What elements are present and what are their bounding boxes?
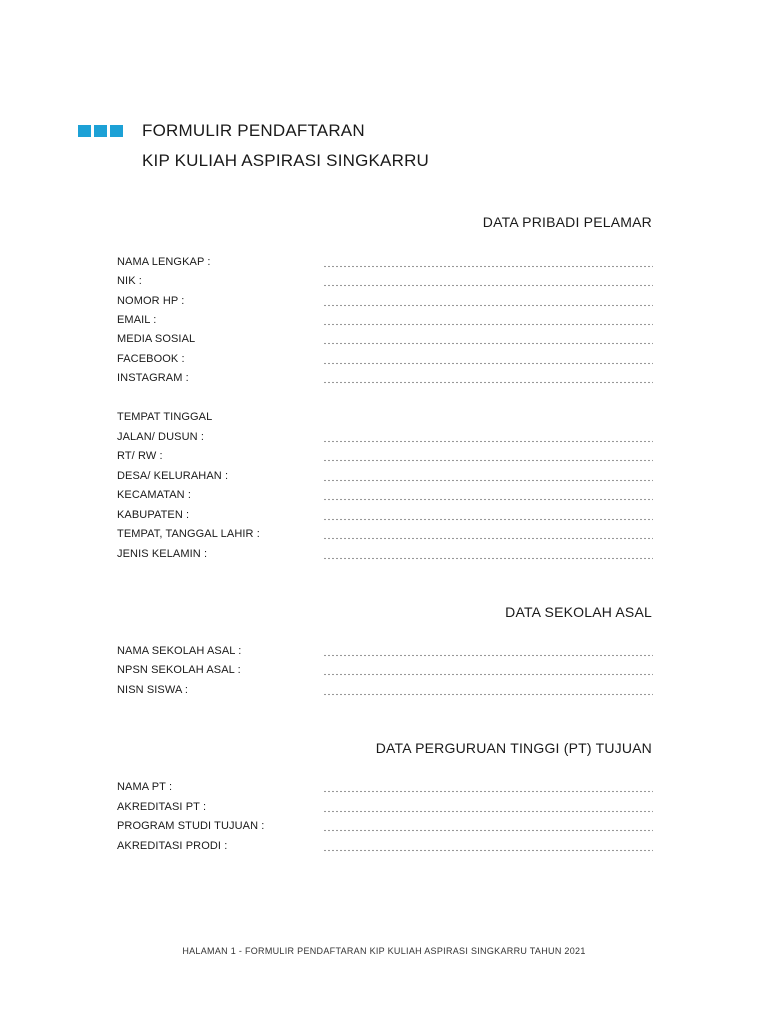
field-row <box>117 470 653 486</box>
form-title-line2: KIP KULIAH ASPIRASI SINGKARRU <box>142 151 430 170</box>
fill-line[interactable] <box>323 803 653 815</box>
page-footer: HALAMAN 1 - FORMULIR PENDAFTARAN KIP KULIAH ASPIRASI SINGKARRU TAHUN 2021 <box>182 946 586 956</box>
field-label: MEDIA SOSIAL <box>117 333 196 345</box>
fill-line[interactable] <box>323 316 653 328</box>
form-title-line1: FORMULIR PENDAFTARAN <box>142 121 365 140</box>
field-label: NAMA SEKOLAH ASAL : <box>117 645 242 657</box>
field-label: NISN SISWA : <box>117 684 189 696</box>
field-label: NOMOR HP : <box>117 295 185 307</box>
field-label: NPSN SEKOLAH ASAL : <box>117 664 241 676</box>
logo-bar <box>94 125 107 137</box>
field-row <box>117 295 653 311</box>
field-label: JALAN/ DUSUN : <box>117 431 204 443</box>
fill-line[interactable] <box>323 511 653 523</box>
field-row <box>117 664 653 680</box>
section-heading-pribadi: DATA PRIBADI PELAMAR <box>482 214 652 230</box>
field-label: NIK : <box>117 275 142 287</box>
field-label: JENIS KELAMIN : <box>117 548 208 560</box>
field-row <box>117 840 653 856</box>
section-heading-pt: DATA PERGURUAN TINGGI (PT) TUJUAN <box>375 740 652 756</box>
fill-line[interactable] <box>323 530 653 542</box>
logo-bar <box>78 125 91 137</box>
field-row <box>117 801 653 817</box>
field-label: DESA/ KELURAHAN : <box>117 470 229 482</box>
fill-line[interactable] <box>323 258 653 270</box>
fill-line[interactable] <box>323 550 653 562</box>
fill-line[interactable] <box>323 335 653 347</box>
fill-line[interactable] <box>323 842 653 854</box>
subheading-tempat-tinggal: TEMPAT TINGGAL <box>117 411 213 423</box>
section-heading-sekolah: DATA SEKOLAH ASAL <box>505 604 652 620</box>
fill-line[interactable] <box>323 647 653 659</box>
fill-line[interactable] <box>323 374 653 386</box>
field-label: AKREDITASI PT : <box>117 801 207 813</box>
fill-line[interactable] <box>323 822 653 834</box>
fill-line[interactable] <box>323 355 653 367</box>
fill-line[interactable] <box>323 666 653 678</box>
field-label: TEMPAT, TANGGAL LAHIR : <box>117 528 260 540</box>
field-label: EMAIL : <box>117 314 157 326</box>
fill-line[interactable] <box>323 491 653 503</box>
fill-line[interactable] <box>323 686 653 698</box>
fill-line[interactable] <box>323 472 653 484</box>
fill-line[interactable] <box>323 277 653 289</box>
field-row <box>117 372 653 388</box>
field-row <box>117 684 653 700</box>
field-row <box>117 450 653 466</box>
field-label: AKREDITASI PRODI : <box>117 840 228 852</box>
fill-line[interactable] <box>323 452 653 464</box>
field-row <box>117 431 653 447</box>
logo-bar <box>110 125 123 137</box>
logo-bars <box>78 125 123 137</box>
field-row <box>117 333 653 349</box>
field-row <box>117 645 653 661</box>
field-row <box>117 820 653 836</box>
field-row <box>117 548 653 564</box>
field-label: NAMA LENGKAP : <box>117 256 211 268</box>
field-label: KABUPATEN : <box>117 509 190 521</box>
field-label: INSTAGRAM : <box>117 372 189 384</box>
fill-line[interactable] <box>323 297 653 309</box>
fill-line[interactable] <box>323 783 653 795</box>
field-row <box>117 275 653 291</box>
field-row <box>117 256 653 272</box>
field-label: NAMA PT : <box>117 781 173 793</box>
field-row <box>117 528 653 544</box>
field-label: KECAMATAN : <box>117 489 192 501</box>
field-row <box>117 353 653 369</box>
field-row <box>117 489 653 505</box>
field-row <box>117 509 653 525</box>
field-row <box>117 314 653 330</box>
field-row <box>117 781 653 797</box>
field-label: PROGRAM STUDI TUJUAN : <box>117 820 265 832</box>
fill-line[interactable] <box>323 433 653 445</box>
field-label: RT/ RW : <box>117 450 163 462</box>
field-label: FACEBOOK : <box>117 353 185 365</box>
